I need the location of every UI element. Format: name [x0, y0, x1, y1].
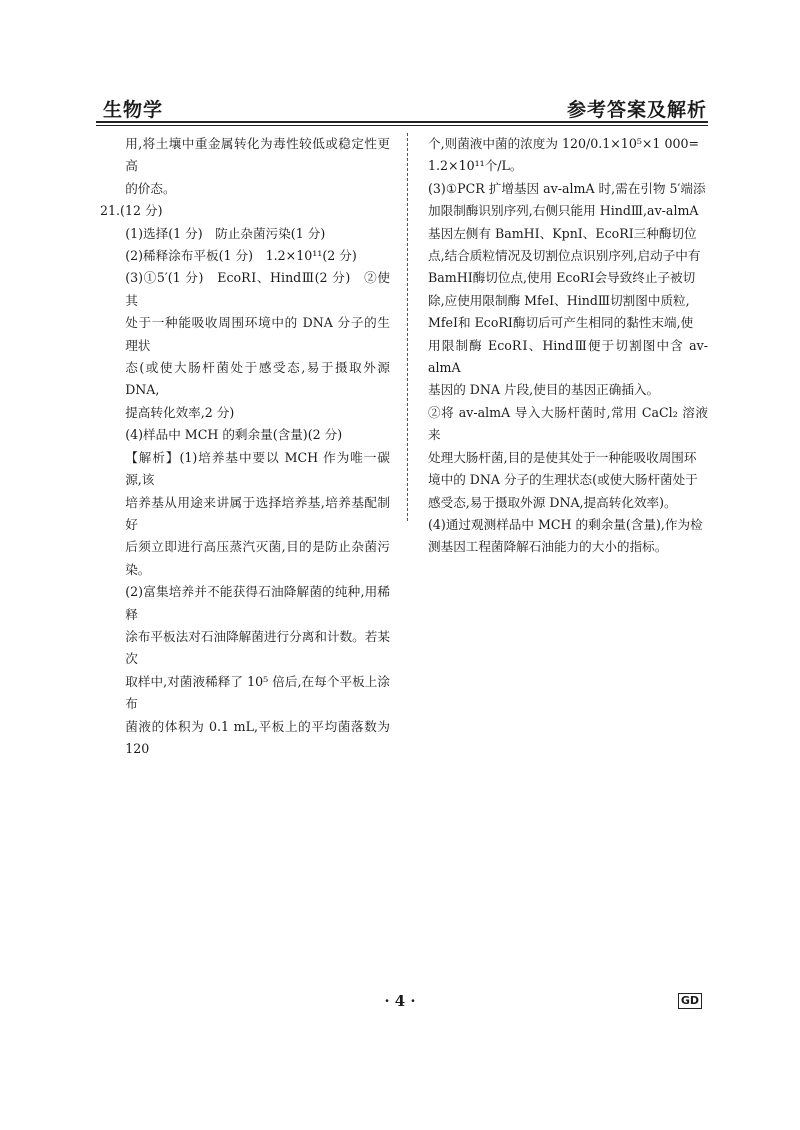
answer-line: (4)样品中 MCH 的剩余量(含量)(2 分): [125, 427, 343, 443]
analysis-line: (2)富集培养并不能获得石油降解菌的纯种,用稀释: [125, 584, 390, 622]
header-rule-thin: [96, 125, 708, 126]
analysis-line: 测基因工程菌降解石油能力的大小的指标。: [428, 539, 668, 555]
header-subject: 生物学: [103, 99, 164, 121]
analysis-line: 基因的 DNA 片段,使目的基因正确插入。: [428, 382, 660, 398]
analysis-line: 处理大肠杆菌,目的是使其处于一种能吸收周围环: [428, 449, 697, 465]
header-section: 参考答案及解析: [566, 99, 707, 121]
answer-line: (2)稀释涂布平板(1 分) 1.2×10¹¹(2 分): [125, 248, 357, 264]
analysis-line: 基因左侧有 BamHⅠ、KpnⅠ、EcoRⅠ三种酶切位: [428, 225, 697, 241]
analysis-line: ②将 av-almA 导入大肠杆菌时,常用 CaCl₂ 溶液来: [428, 404, 708, 443]
analysis-line: 后须立即进行高压蒸汽灭菌,目的是防止杂菌污染。: [125, 539, 390, 577]
analysis-line: 境中的 DNA 分子的生理状态(或使大肠杆菌处于: [428, 472, 698, 488]
analysis-line: 培养基从用途来讲属于选择培养基,培养基配制好: [125, 494, 390, 532]
answer-line: 态(或使大肠杆菌处于感受态,易于摄取外源 DNA,: [125, 360, 390, 398]
analysis-line: 点,结合质粒情况及切割位点识别序列,启动子中有: [428, 248, 701, 264]
header-rule-thick: [96, 121, 708, 123]
analysis-line: 感受态,易于摄取外源 DNA,提高转化效率)。: [428, 494, 677, 510]
analysis-line: 除,应使用限制酶 MfeⅠ、HindⅢ切割图中质粒,: [428, 292, 690, 308]
analysis-heading-line: 【解析】(1)培养基中要以 MCH 作为唯一碳源,该: [125, 449, 390, 488]
analysis-line: (3)①PCR 扩增基因 av-almA 时,需在引物 5′端添: [428, 180, 706, 196]
answer-line: 处于一种能吸收周围环境中的 DNA 分子的生理状: [125, 315, 390, 353]
analysis-line: MfeⅠ和 EcoRⅠ酶切后可产生相同的黏性末端,使: [428, 315, 694, 331]
column-divider: [407, 133, 408, 521]
answer-line: (1)选择(1 分) 防止杂菌污染(1 分): [125, 225, 326, 241]
analysis-line: 取样中,对菌液稀释了 10⁵ 倍后,在每个平板上涂布: [125, 673, 390, 712]
analysis-line: 用限制酶 EcoRⅠ、HindⅢ便于切割图中含 av-almA: [428, 337, 708, 376]
analysis-line: BamHⅠ酶切位点,使用 EcoRⅠ会导致终止子被切: [428, 270, 696, 286]
analysis-line: 加限制酶识别序列,右侧只能用 HindⅢ,av-almA: [428, 203, 699, 219]
answer-line: 提高转化效率,2 分): [125, 404, 235, 420]
analysis-line: 菌液的体积为 0.1 mL,平板上的平均菌落数为 120: [125, 718, 390, 756]
edition-badge: GD: [678, 993, 702, 1009]
right-column: [428, 133, 708, 559]
page-number: · 4 ·: [384, 992, 416, 1010]
analysis-line: 涂布平板法对石油降解菌进行分离和计数。若某次: [125, 628, 390, 667]
answer-line: (3)①5′(1 分) EcoRⅠ、HindⅢ(2 分) ②使其: [125, 270, 390, 308]
question-number: 21.(12 分): [100, 203, 163, 219]
text-line: 的价态。: [125, 180, 176, 196]
analysis-line: 个,则菌液中菌的浓度为 120/0.1×10⁵×1 000=: [428, 136, 700, 151]
analysis-line: (4)通过观测样品中 MCH 的剩余量(含量),作为检: [428, 516, 703, 532]
text-line: 用,将土壤中重金属转化为毒性较低或稳定性更高: [125, 136, 390, 174]
analysis-line: 1.2×10¹¹个/L。: [428, 158, 523, 174]
left-column: [100, 133, 390, 760]
